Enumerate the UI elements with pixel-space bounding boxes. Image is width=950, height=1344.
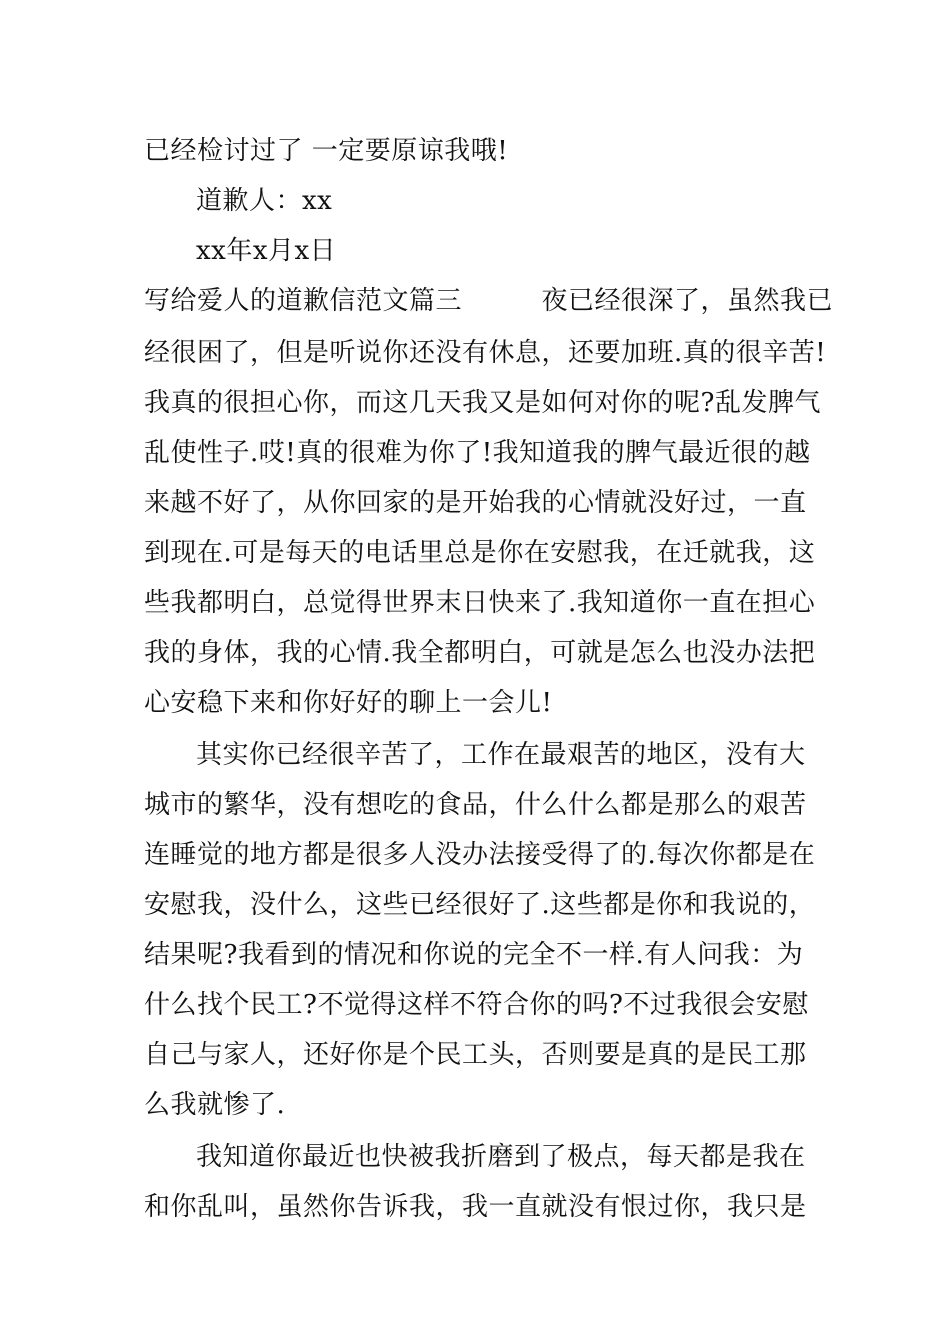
text-line: 到现在.可是每天的电话里总是你在安慰我，在迁就我，这 bbox=[144, 538, 816, 568]
text-line: 城市的繁华，没有想吃的食品，什么什么都是那么的艰苦 bbox=[144, 790, 807, 820]
text-line: 已经检讨过了 一定要原谅我哦! bbox=[144, 136, 509, 166]
text-line: 我真的很担心你，而这几天我又是如何对你的呢?乱发脾气 bbox=[144, 388, 821, 418]
text-line: 心安稳下来和你好好的聊上一会儿! bbox=[144, 688, 553, 718]
paragraph-start-line: 其实你已经很辛苦了，工作在最艰苦的地区，没有大 bbox=[196, 740, 806, 770]
text-line: 我的身体，我的心情.我全都明白，可就是怎么也没办法把 bbox=[144, 638, 816, 668]
text-line: 来越不好了，从你回家的是开始我的心情就没好过，一直 bbox=[144, 488, 807, 518]
text-line: 经很困了，但是听说你还没有休息，还要加班.真的很辛苦! bbox=[144, 338, 827, 368]
text-line: 结果呢?我看到的情况和你说的完全不一样.有人问我：为 bbox=[144, 940, 804, 970]
section-heading-line: 写给爱人的道歉信范文篇三 夜已经很深了，虽然我已 bbox=[144, 286, 834, 316]
text-line: 自己与家人，还好你是个民工头，否则要是真的是民工那 bbox=[144, 1040, 807, 1070]
text-line: 和你乱叫，虽然你告诉我，我一直就没有恨过你，我只是 bbox=[144, 1192, 807, 1222]
text-line: 安慰我，没什么，这些已经很好了.这些都是你和我说的， bbox=[144, 890, 816, 920]
signature-line: 道歉人：xx bbox=[196, 186, 333, 216]
paragraph-start-line: 我知道你最近也快被我折磨到了极点，每天都是我在 bbox=[196, 1142, 806, 1172]
date-line: xx年x月x日 bbox=[196, 236, 337, 266]
text-line: 什么找个民工?不觉得这样不符合你的吗?不过我很会安慰 bbox=[144, 990, 809, 1020]
text-line: 么我就惨了. bbox=[144, 1090, 286, 1120]
text-line: 乱使性子.哎!真的很难为你了!我知道我的脾气最近很的越 bbox=[144, 438, 811, 468]
text-line: 连睡觉的地方都是很多人没办法接受得了的.每次你都是在 bbox=[144, 840, 816, 870]
text-line: 些我都明白，总觉得世界末日快来了.我知道你一直在担心 bbox=[144, 588, 816, 618]
